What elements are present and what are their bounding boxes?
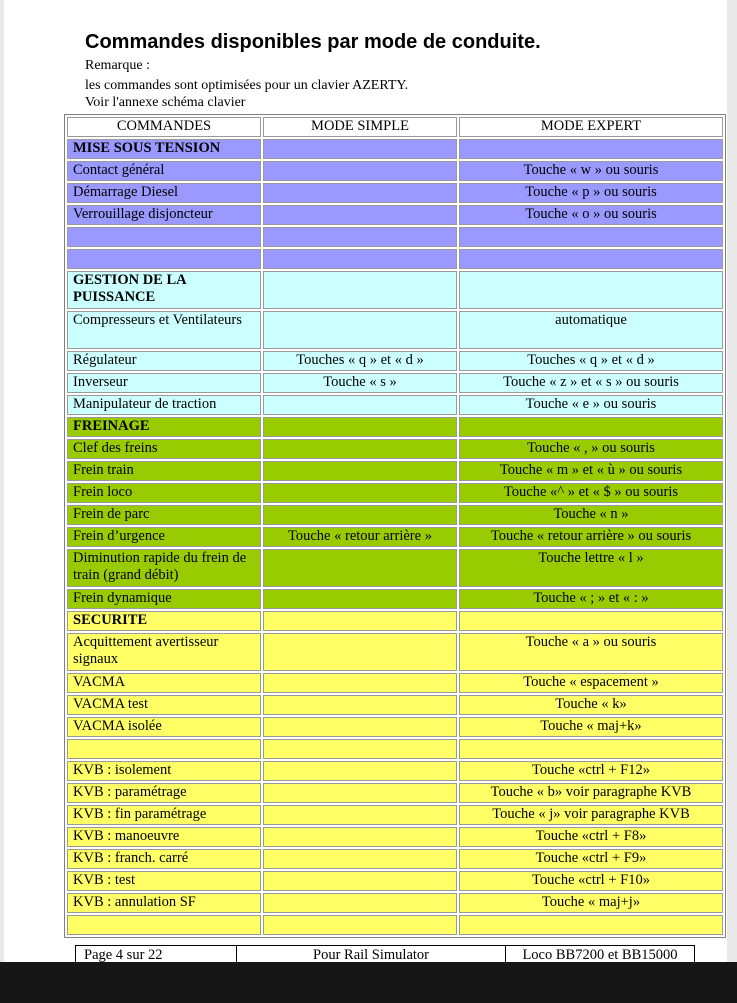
mode-simple-cell bbox=[263, 633, 457, 671]
mode-expert-cell: Touche « maj+k» bbox=[459, 717, 723, 737]
mode-expert-cell: Touche «ctrl + F8» bbox=[459, 827, 723, 847]
mode-expert-cell bbox=[459, 271, 723, 309]
table-row bbox=[67, 351, 723, 371]
command-cell: MISE SOUS TENSION bbox=[67, 139, 261, 159]
mode-simple-cell bbox=[263, 227, 457, 247]
table-row bbox=[67, 373, 723, 393]
section-row bbox=[67, 139, 723, 159]
command-cell: Frein dynamique bbox=[67, 589, 261, 609]
mode-simple-cell bbox=[263, 893, 457, 913]
table-row bbox=[67, 893, 723, 913]
command-cell: KVB : franch. carré bbox=[67, 849, 261, 869]
mode-expert-cell: Touche « o » ou souris bbox=[459, 205, 723, 225]
mode-simple-cell bbox=[263, 461, 457, 481]
mode-simple-cell bbox=[263, 915, 457, 935]
table-row bbox=[67, 439, 723, 459]
mode-simple-cell bbox=[263, 871, 457, 891]
mode-simple-cell bbox=[263, 549, 457, 587]
mode-expert-cell: Touche « a » ou souris bbox=[459, 633, 723, 671]
command-cell: KVB : fin paramétrage bbox=[67, 805, 261, 825]
table-row bbox=[67, 461, 723, 481]
mode-simple-cell bbox=[263, 805, 457, 825]
command-cell: Compresseurs et Ventilateurs bbox=[67, 311, 261, 349]
page-footer bbox=[75, 945, 695, 962]
mode-expert-cell: Touche « k» bbox=[459, 695, 723, 715]
table-row bbox=[67, 589, 723, 609]
command-cell: Frein train bbox=[67, 461, 261, 481]
table-row bbox=[67, 783, 723, 803]
command-cell bbox=[67, 249, 261, 269]
command-cell: Acquittement avertisseur signaux bbox=[67, 633, 261, 671]
mode-expert-cell: Touche «ctrl + F9» bbox=[459, 849, 723, 869]
mode-simple-cell bbox=[263, 271, 457, 309]
command-cell: Manipulateur de traction bbox=[67, 395, 261, 415]
command-cell: SECURITE bbox=[67, 611, 261, 631]
mode-simple-cell bbox=[263, 205, 457, 225]
command-cell bbox=[67, 739, 261, 759]
mode-expert-cell: Touche «ctrl + F10» bbox=[459, 871, 723, 891]
mode-simple-cell bbox=[263, 783, 457, 803]
remark-keyboard-annex: Voir l'annexe schéma clavier bbox=[85, 95, 246, 110]
mode-expert-cell: Touche lettre « l » bbox=[459, 549, 723, 587]
mode-expert-cell bbox=[459, 227, 723, 247]
mode-simple-cell bbox=[263, 417, 457, 437]
mode-simple-cell bbox=[263, 505, 457, 525]
table-row bbox=[67, 161, 723, 181]
header-mode-expert: MODE EXPERT bbox=[459, 117, 723, 137]
command-cell: FREINAGE bbox=[67, 417, 261, 437]
table-header-row bbox=[67, 117, 723, 137]
mode-simple-cell bbox=[263, 739, 457, 759]
blank-row bbox=[67, 739, 723, 759]
mode-simple-cell bbox=[263, 139, 457, 159]
mode-simple-cell bbox=[263, 611, 457, 631]
mode-simple-cell bbox=[263, 827, 457, 847]
header-mode-simple: MODE SIMPLE bbox=[263, 117, 457, 137]
blank-row bbox=[67, 227, 723, 247]
section-row bbox=[67, 611, 723, 631]
mode-simple-cell bbox=[263, 249, 457, 269]
command-cell: Contact général bbox=[67, 161, 261, 181]
mode-expert-cell: Touche «^ » et « $ » ou souris bbox=[459, 483, 723, 503]
mode-expert-cell: Touche « e » ou souris bbox=[459, 395, 723, 415]
mode-simple-cell bbox=[263, 717, 457, 737]
mode-expert-cell bbox=[459, 915, 723, 935]
mode-simple-cell bbox=[263, 673, 457, 693]
table-row bbox=[67, 395, 723, 415]
mode-expert-cell: automatique bbox=[459, 311, 723, 349]
mode-simple-cell bbox=[263, 395, 457, 415]
table-row bbox=[67, 183, 723, 203]
table-row bbox=[67, 505, 723, 525]
table-row bbox=[67, 549, 723, 587]
mode-expert-cell: Touche « maj+j» bbox=[459, 893, 723, 913]
table-row bbox=[67, 871, 723, 891]
mode-expert-cell: Touche «ctrl + F12» bbox=[459, 761, 723, 781]
table-row bbox=[67, 483, 723, 503]
table-row bbox=[67, 849, 723, 869]
remark-azerty: les commandes sont optimisées pour un clavier AZERTY. bbox=[85, 78, 409, 93]
table-row bbox=[67, 673, 723, 693]
header-commandes: COMMANDES bbox=[67, 117, 261, 137]
mode-simple-cell bbox=[263, 695, 457, 715]
footer-product: Pour Rail Simulator bbox=[237, 946, 506, 962]
command-cell: VACMA test bbox=[67, 695, 261, 715]
mode-simple-cell bbox=[263, 589, 457, 609]
mode-expert-cell: Touche « retour arrière » ou souris bbox=[459, 527, 723, 547]
mode-expert-cell bbox=[459, 739, 723, 759]
mode-simple-cell bbox=[263, 311, 457, 349]
mode-simple-cell bbox=[263, 483, 457, 503]
command-cell: KVB : paramétrage bbox=[67, 783, 261, 803]
mode-simple-cell bbox=[263, 849, 457, 869]
mode-expert-cell: Touche « p » ou souris bbox=[459, 183, 723, 203]
viewer-bottom-bar bbox=[0, 962, 737, 1003]
document-page bbox=[4, 0, 727, 962]
mode-expert-cell bbox=[459, 417, 723, 437]
command-cell: GESTION DE LA PUISSANCE bbox=[67, 271, 261, 309]
command-cell: Diminution rapide du frein de train (grand débit) bbox=[67, 549, 261, 587]
blank-row bbox=[67, 249, 723, 269]
command-cell: KVB : isolement bbox=[67, 761, 261, 781]
footer-loco: Loco BB7200 et BB15000 bbox=[522, 947, 678, 962]
table-row bbox=[67, 805, 723, 825]
command-cell: Clef des freins bbox=[67, 439, 261, 459]
mode-simple-cell: Touches « q » et « d » bbox=[263, 351, 457, 371]
command-cell: Verrouillage disjoncteur bbox=[67, 205, 261, 225]
command-cell: KVB : test bbox=[67, 871, 261, 891]
table-row bbox=[67, 827, 723, 847]
command-cell: KVB : annulation SF bbox=[67, 893, 261, 913]
table-row bbox=[67, 633, 723, 671]
mode-simple-cell bbox=[263, 761, 457, 781]
section-row bbox=[67, 271, 723, 309]
remark-label: Remarque : bbox=[85, 58, 150, 73]
command-cell: Frein loco bbox=[67, 483, 261, 503]
command-cell: VACMA isolée bbox=[67, 717, 261, 737]
table-row bbox=[67, 311, 723, 349]
command-cell: KVB : manoeuvre bbox=[67, 827, 261, 847]
table-row bbox=[67, 205, 723, 225]
command-cell bbox=[67, 227, 261, 247]
table-row bbox=[67, 527, 723, 547]
mode-expert-cell: Touche « , » ou souris bbox=[459, 439, 723, 459]
mode-simple-cell: Touche « s » bbox=[263, 373, 457, 393]
blank-row bbox=[67, 915, 723, 935]
mode-simple-cell bbox=[263, 161, 457, 181]
mode-expert-cell: Touches « q » et « d » bbox=[459, 351, 723, 371]
mode-simple-cell bbox=[263, 439, 457, 459]
section-row bbox=[67, 417, 723, 437]
mode-expert-cell: Touche « b» voir paragraphe KVB bbox=[459, 783, 723, 803]
mode-expert-cell bbox=[459, 611, 723, 631]
mode-expert-cell: Touche « m » et « ù » ou souris bbox=[459, 461, 723, 481]
mode-expert-cell bbox=[459, 139, 723, 159]
command-cell: Démarrage Diesel bbox=[67, 183, 261, 203]
mode-expert-cell: Touche « z » et « s » ou souris bbox=[459, 373, 723, 393]
command-cell: VACMA bbox=[67, 673, 261, 693]
page-title: Commandes disponibles par mode de conduite. bbox=[85, 31, 541, 53]
footer-page-number: Page 4 sur 22 bbox=[76, 946, 237, 962]
commands-table bbox=[64, 114, 726, 938]
table-row bbox=[67, 761, 723, 781]
mode-expert-cell: Touche « w » ou souris bbox=[459, 161, 723, 181]
command-cell: Frein d’urgence bbox=[67, 527, 261, 547]
mode-simple-cell: Touche « retour arrière » bbox=[263, 527, 457, 547]
table-row bbox=[67, 717, 723, 737]
mode-expert-cell: Touche « espacement » bbox=[459, 673, 723, 693]
command-cell: Régulateur bbox=[67, 351, 261, 371]
table-row bbox=[67, 695, 723, 715]
mode-simple-cell bbox=[263, 183, 457, 203]
mode-expert-cell: Touche « ; » et « : » bbox=[459, 589, 723, 609]
mode-expert-cell: Touche « j» voir paragraphe KVB bbox=[459, 805, 723, 825]
command-cell: Frein de parc bbox=[67, 505, 261, 525]
mode-expert-cell bbox=[459, 249, 723, 269]
mode-expert-cell: Touche « n » bbox=[459, 505, 723, 525]
command-cell: Inverseur bbox=[67, 373, 261, 393]
command-cell bbox=[67, 915, 261, 935]
